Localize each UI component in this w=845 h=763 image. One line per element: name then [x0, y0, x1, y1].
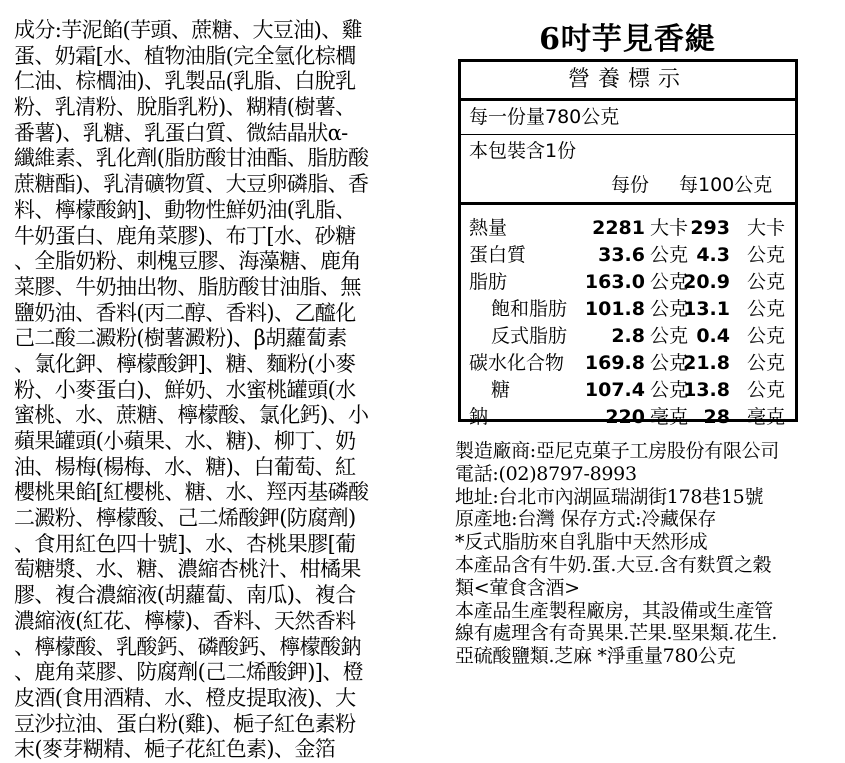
- maker-line: 地址:台北市內湖區瑞湖街178巷15號: [455, 485, 764, 508]
- nutrition-column-headers: [461, 168, 795, 205]
- value-per-serving: 2.8: [611, 325, 645, 347]
- nutrient-row: [461, 350, 795, 377]
- maker-line: 本產品含有牛奶.蛋.大豆.含有麩質之穀: [455, 553, 772, 576]
- value-per-100g: 21.8: [683, 352, 730, 374]
- maker-line: 原產地:台灣 保存方式:冷藏保存: [455, 508, 717, 531]
- ingredients-line: 、食用紅色四十號]、水、杏桃果膠[葡: [14, 531, 356, 556]
- unit-per-100g: 公克: [747, 379, 786, 401]
- ingredients-line: 蘋果罐頭(小蘋果、水、糖)、柳丁、奶: [14, 429, 356, 453]
- ingredients-line: 濃縮液(紅花、檸檬)、香料、天然香料: [14, 608, 356, 633]
- nutrient-label: 鈉: [469, 406, 489, 428]
- nutrition-header: 營養標示: [461, 62, 795, 101]
- unit-per-serving: 大卡: [650, 217, 689, 239]
- nutrient-row: [461, 323, 795, 350]
- ingredients-line: 己二酸二澱粉(樹薯澱粉)、β胡蘿蔔素: [14, 326, 347, 351]
- nutrient-row: [461, 377, 795, 404]
- ingredients-line: 、氯化鉀、檸檬酸鉀]、糖、麵粉(小麥: [14, 351, 356, 376]
- value-per-serving: 101.8: [584, 298, 645, 320]
- ingredients-line: 末(麥芽糊精、梔子花紅色素)、金箔: [14, 737, 336, 762]
- nutrient-label: 反式脂肪: [491, 325, 568, 347]
- unit-per-100g: 毫克: [747, 406, 786, 428]
- product-title: 6吋芋見香緹: [539, 22, 716, 57]
- unit-per-100g: 公克: [747, 298, 786, 320]
- serving-size: 每一份量780公克: [461, 101, 795, 135]
- value-per-serving: 33.6: [598, 244, 645, 266]
- unit-per-100g: 公克: [747, 244, 786, 266]
- maker-line: 線有處理含有奇異果.芒果.堅果類.花生.: [455, 622, 778, 645]
- nutrient-label: 蛋白質: [469, 244, 527, 266]
- nutrient-label: 脂肪: [469, 271, 508, 293]
- ingredients-line: 蔗糖酯)、乳清礦物質、大豆卵磷脂、香: [14, 172, 369, 197]
- value-per-100g: 4.3: [696, 244, 730, 266]
- nutrient-label: 糖: [491, 379, 511, 401]
- ingredients-line: 牛奶蛋白、鹿角菜膠)、布丁[水、砂糖: [14, 223, 356, 248]
- ingredients-line: 成分:芋泥餡(芋頭、蔗糖、大豆油)、雞: [14, 18, 363, 42]
- nutrient-label: 碳水化合物: [469, 352, 565, 374]
- ingredients-line: 豆沙拉油、蛋白粉(雞)、梔子紅色素粉: [14, 711, 356, 736]
- unit-per-100g: 公克: [747, 271, 786, 293]
- unit-per-100g: 公克: [747, 352, 786, 374]
- ingredients-line: 二澱粉、檸檬酸、己二烯酸鉀(防腐劑): [14, 506, 356, 531]
- ingredients-line: 蛋、奶霜[水、植物油脂(完全氫化棕櫚: [14, 43, 356, 68]
- col-per-100g: 每100公克: [679, 174, 773, 196]
- nutrient-label: 熱量: [469, 217, 508, 239]
- ingredients-line: 櫻桃果餡[紅櫻桃、糖、水、羥丙基磷酸: [14, 480, 369, 505]
- nutrient-row: [461, 296, 795, 323]
- value-per-100g: 20.9: [683, 271, 730, 293]
- value-per-100g: 28: [703, 406, 730, 428]
- value-per-serving: 163.0: [584, 271, 645, 293]
- value-per-serving: 169.8: [584, 352, 645, 374]
- unit-per-100g: 大卡: [747, 217, 786, 239]
- unit-per-serving: 公克: [650, 244, 689, 266]
- ingredients-line: 番薯)、乳糖、乳蛋白質、微結晶狀α-: [14, 120, 348, 145]
- unit-per-serving: 公克: [650, 379, 689, 401]
- ingredients-line: 粉、乳清粉、脫脂乳粉)、糊精(樹薯、: [14, 95, 356, 120]
- ingredients-line: 蜜桃、水、蔗糖、檸檬酸、氯化鈣)、小: [14, 403, 369, 428]
- unit-per-serving: 公克: [650, 352, 689, 374]
- unit-per-serving: 毫克: [650, 406, 689, 428]
- ingredients-line: 萄糖漿、水、糖、濃縮杏桃汁、柑橘果: [14, 557, 361, 582]
- ingredients-line: 鹽奶油、香料(丙二醇、香料)、乙醯化: [14, 300, 356, 325]
- ingredients-line: 料、檸檬酸鈉]、動物性鮮奶油(乳脂、: [14, 197, 356, 222]
- ingredients-line: 菜膠、牛奶抽出物、脂肪酸甘油脂、無: [14, 274, 361, 299]
- ingredients-line: 油、楊梅(楊梅、水、糖)、白葡萄、紅: [14, 454, 356, 479]
- ingredients-line: 粉、小麥蛋白)、鮮奶、水蜜桃罐頭(水: [14, 377, 356, 402]
- ingredients-line: 、檸檬酸、乳酸鈣、磷酸鈣、檸檬酸鈉: [14, 634, 361, 659]
- maker-line: 本產品生產製程廠房，其設備或生產管: [455, 599, 773, 622]
- unit-per-serving: 公克: [650, 298, 689, 320]
- value-per-serving: 220: [605, 406, 645, 428]
- nutrient-row: [461, 269, 795, 296]
- maker-line: 製造廠商:亞尼克菓子工房股份有限公司: [455, 440, 780, 462]
- nutrient-row: [461, 215, 795, 242]
- ingredients-line: 膠、複合濃縮液(胡蘿蔔、南瓜)、複合: [14, 583, 356, 608]
- col-per-serving: 每份: [611, 174, 650, 196]
- maker-line: 類<葷食含酒>: [455, 576, 580, 599]
- nutrient-row: [461, 404, 795, 431]
- nutrition-facts-table: [458, 59, 798, 428]
- value-per-100g: 0.4: [696, 325, 730, 347]
- unit-per-serving: 公克: [650, 271, 689, 293]
- ingredients-line: 、全脂奶粉、刺槐豆膠、海藻糖、鹿角: [14, 249, 361, 274]
- nutrient-label: 飽和脂肪: [491, 298, 568, 320]
- maker-line: *反式脂肪來自乳脂中天然形成: [455, 531, 708, 554]
- maker-line: 亞硫酸鹽類.芝麻 *淨重量780公克: [455, 645, 736, 668]
- value-per-100g: 293: [690, 217, 730, 239]
- ingredients-line: 、鹿角菜膠、防腐劑(己二烯酸鉀)]、橙: [14, 660, 364, 685]
- ingredients-line: 皮酒(食用酒精、水、橙皮提取液)、大: [14, 685, 356, 710]
- maker-line: 電話:(02)8797-8993: [455, 462, 637, 485]
- ingredients-line: 纖維素、乳化劑(脂肪酸甘油酯、脂肪酸: [14, 146, 369, 171]
- unit-per-100g: 公克: [747, 325, 786, 347]
- ingredients-line: 仁油、棕櫚油)、乳製品(乳脂、白脫乳: [14, 69, 356, 94]
- value-per-serving: 107.4: [584, 379, 645, 401]
- value-per-serving: 2281: [592, 217, 645, 239]
- servings-per-package: 本包裝含1份: [469, 140, 577, 162]
- nutrient-row: [461, 242, 795, 269]
- value-per-100g: 13.1: [683, 298, 730, 320]
- value-per-100g: 13.8: [683, 379, 730, 401]
- unit-per-serving: 公克: [650, 325, 689, 347]
- ingredients-text: [14, 18, 419, 763]
- manufacturer-info: [455, 440, 840, 668]
